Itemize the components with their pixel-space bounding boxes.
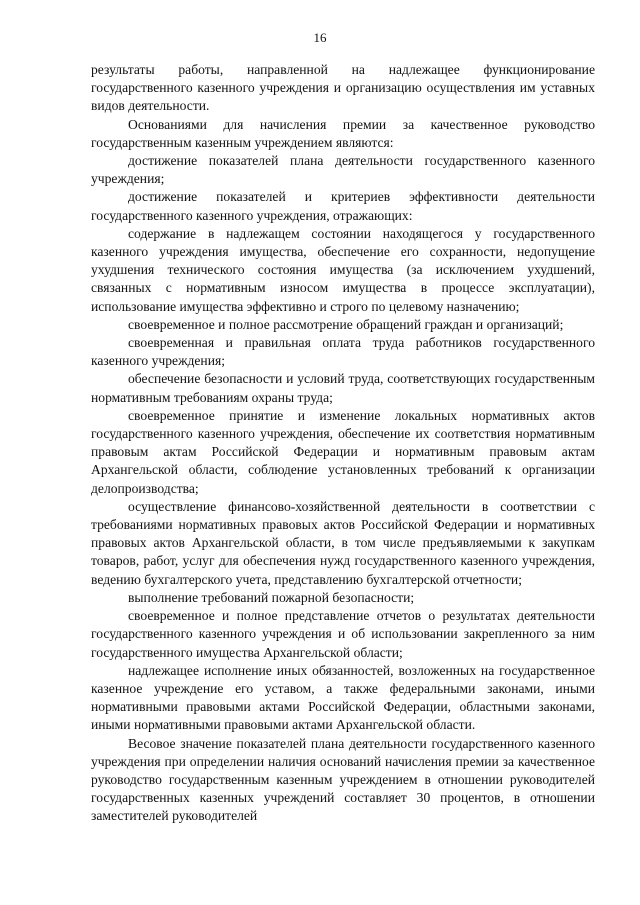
page-number: 16 — [313, 30, 327, 45]
paragraph-8: обеспечение безопасности и условий труда, соответствующих государственным нормативным требованиям охраны труда; — [91, 371, 595, 405]
paragraph-14: Весовое значение показателей плана деятельности государственного казенного учреждения при определении наличия оснований начисления премии за качественное руководство государственным казенным учреждением в отношении руководителей государственных казенных учреждений составляет 30 процентов, в отношении заместителей руководителей — [91, 735, 595, 824]
paragraph-1: результаты работы, направленной на надлежащее функционирование государственного казенного учреждения и организацию осуществления им уставных видов деятельности. — [91, 62, 595, 114]
paragraph-6: своевременное и полное рассмотрение обращений граждан и организаций; — [128, 316, 564, 332]
paragraph-4: достижение показателей и критериев эффективности деятельности государственного казенного учреждения, отражающих: — [91, 189, 595, 223]
document-body — [91, 61, 595, 826]
paragraph-5: содержание в надлежащем состоянии находящегося у государственного казенного учреждения имущества, обеспечение его сохранности, недопущение ухудшения технического состояния имущества (за исключением ухудшений, связанных с нормативным износом имущества в процессе эксплуатации), использование имущества эффективно и строго по целевому назначению; — [91, 225, 595, 314]
paragraph-12: своевременное и полное представление отчетов о результатах деятельности государственного казенного учреждения и об использовании закрепленного за ним государственного имущества Архангельской области; — [91, 608, 595, 660]
paragraph-10: осуществление финансово-хозяйственной деятельности в соответствии с требованиями нормативных правовых актов Российской Федерации и нормативных правовых актов Архангельской области, в том числе предъявляемыми к закупкам товаров, работ, услуг для обеспечения нужд государственного казенного учреждения, ведению бухгалтерского учета, представлению бухгалтерской отчетности; — [91, 498, 595, 587]
paragraph-2: Основаниями для начисления премии за качественное руководство государственным казенным учреждением являются: — [91, 116, 595, 150]
paragraph-13: надлежащее исполнение иных обязанностей, возложенных на государственное казенное учреждение его уставом, а также федеральными законами, иными нормативными правовыми актами Российской Федерации, областными законами, иными нормативными правовыми актами Архангельской области. — [91, 662, 595, 733]
paragraph-11: выполнение требований пожарной безопасности; — [128, 589, 415, 605]
paragraph-9: своевременное принятие и изменение локальных нормативных актов государственного казенного учреждения, обеспечение их соответствия нормативным правовым актам Российской Федерации и нормативным правовым актам Архангельской области, соблюдение установленных требований к организации делопроизводства; — [91, 407, 595, 496]
paragraph-7: своевременная и правильная оплата труда работников государственного казенного учреждения; — [91, 335, 595, 369]
paragraph-3: достижение показателей плана деятельности государственного казенного учреждения; — [91, 153, 595, 187]
